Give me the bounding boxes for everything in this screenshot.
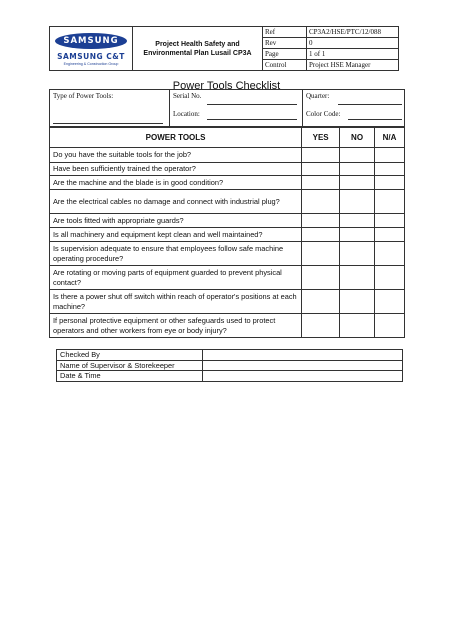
info-divider	[169, 90, 170, 126]
checklist-row	[50, 176, 405, 190]
location-label: Location:	[173, 110, 200, 118]
plan-title: Project Health Safety and Environmental Plan Lusail CP3A	[133, 27, 263, 71]
supervisor-name-label: Name of Supervisor & Storekeeper	[57, 360, 203, 371]
yes-cell[interactable]	[302, 163, 340, 176]
no-cell[interactable]	[340, 228, 375, 242]
checklist-row	[50, 228, 405, 242]
signoff-row	[57, 371, 403, 382]
yes-cell[interactable]	[302, 266, 340, 290]
yes-cell[interactable]	[302, 148, 340, 163]
samsung-ct-logo: SAMSUNG C&T	[57, 52, 125, 61]
checklist-question: Is supervision adequate to ensure that employees follow safe machine operating procedure?	[50, 242, 302, 266]
checklist-row	[50, 290, 405, 314]
checked-by-label: Checked By	[57, 350, 203, 361]
meta-key-ref: Ref	[263, 27, 307, 38]
na-cell[interactable]	[375, 190, 405, 214]
na-cell[interactable]	[375, 176, 405, 190]
checklist-question: Are tools fitted with appropriate guards?	[50, 214, 302, 228]
signoff-row	[57, 360, 403, 371]
info-divider	[302, 90, 303, 126]
checklist-question: Is all machinery and equipment kept clean and well maintained?	[50, 228, 302, 242]
yes-cell[interactable]	[302, 242, 340, 266]
na-cell[interactable]	[375, 148, 405, 163]
serial-no-field[interactable]	[207, 104, 297, 105]
date-time-label: Date & Time	[57, 371, 203, 382]
na-cell[interactable]	[375, 242, 405, 266]
color-code-label: Color Code:	[306, 110, 341, 118]
checklist-question: Are rotating or moving parts of equipment guarded to prevent physical contact?	[50, 266, 302, 290]
page-title: Power Tools Checklist	[172, 80, 281, 92]
meta-value-control: Project HSE Manager	[307, 60, 399, 71]
no-cell[interactable]	[340, 163, 375, 176]
type-of-tools-field[interactable]	[53, 123, 163, 124]
checklist-question: Are the machine and the blade is in good condition?	[50, 176, 302, 190]
checklist-row	[50, 214, 405, 228]
no-cell[interactable]	[340, 266, 375, 290]
signoff-table	[56, 349, 403, 382]
na-cell[interactable]	[375, 163, 405, 176]
no-cell[interactable]	[340, 314, 375, 338]
section-header: POWER TOOLS	[50, 128, 302, 148]
no-cell[interactable]	[340, 176, 375, 190]
checklist-header-row	[50, 128, 405, 148]
checklist-question: Are the electrical cables no damage and connect with industrial plug?	[50, 190, 302, 214]
checklist-question: Is there a power shut off switch within reach of operator's positions at each machine?	[50, 290, 302, 314]
checklist-row	[50, 266, 405, 290]
na-cell[interactable]	[375, 290, 405, 314]
quarter-field[interactable]	[338, 104, 402, 105]
checklist-question: Have been sufficiently trained the operator?	[50, 163, 302, 176]
checklist-table	[49, 127, 405, 338]
checked-by-field[interactable]	[203, 350, 403, 361]
yes-cell[interactable]	[302, 176, 340, 190]
yes-cell[interactable]	[302, 190, 340, 214]
no-cell[interactable]	[340, 214, 375, 228]
na-column-header: N/A	[375, 128, 405, 148]
na-cell[interactable]	[375, 214, 405, 228]
logo-subtitle: Engineering & Construction Group	[63, 62, 119, 66]
meta-key-rev: Rev	[263, 38, 307, 49]
yes-cell[interactable]	[302, 290, 340, 314]
type-of-tools-label: Type of Power Tools:	[53, 92, 114, 100]
checklist-row	[50, 314, 405, 338]
no-cell[interactable]	[340, 290, 375, 314]
yes-cell[interactable]	[302, 314, 340, 338]
signoff-row	[57, 350, 403, 361]
meta-key-page: Page	[263, 49, 307, 60]
document-header	[49, 26, 399, 71]
samsung-logo: SAMSUNG	[55, 33, 126, 49]
checklist-row	[50, 190, 405, 214]
meta-value-ref: CP3A2/HSE/PTC/12/088	[307, 27, 399, 38]
date-time-field[interactable]	[203, 371, 403, 382]
quarter-label: Quarter:	[306, 92, 330, 100]
checklist-row	[50, 163, 405, 176]
yes-cell[interactable]	[302, 228, 340, 242]
serial-no-label: Serial No.	[173, 92, 202, 100]
no-cell[interactable]	[340, 148, 375, 163]
na-cell[interactable]	[375, 228, 405, 242]
info-box	[49, 89, 405, 127]
checklist-row	[50, 148, 405, 163]
location-field[interactable]	[207, 119, 297, 120]
color-code-field[interactable]	[348, 119, 402, 120]
no-cell[interactable]	[340, 242, 375, 266]
meta-value-rev: 0	[307, 38, 399, 49]
yes-column-header: YES	[302, 128, 340, 148]
yes-cell[interactable]	[302, 214, 340, 228]
supervisor-name-field[interactable]	[203, 360, 403, 371]
na-cell[interactable]	[375, 314, 405, 338]
checklist-question: If personal protective equipment or other safeguards used to protect operators and other workers from eye or body injury?	[50, 314, 302, 338]
meta-value-page: 1 of 1	[307, 49, 399, 60]
company-logo	[50, 27, 133, 71]
meta-key-control: Control	[263, 60, 307, 71]
no-column-header: NO	[340, 128, 375, 148]
no-cell[interactable]	[340, 190, 375, 214]
na-cell[interactable]	[375, 266, 405, 290]
checklist-question: Do you have the suitable tools for the job?	[50, 148, 302, 163]
checklist-row	[50, 242, 405, 266]
